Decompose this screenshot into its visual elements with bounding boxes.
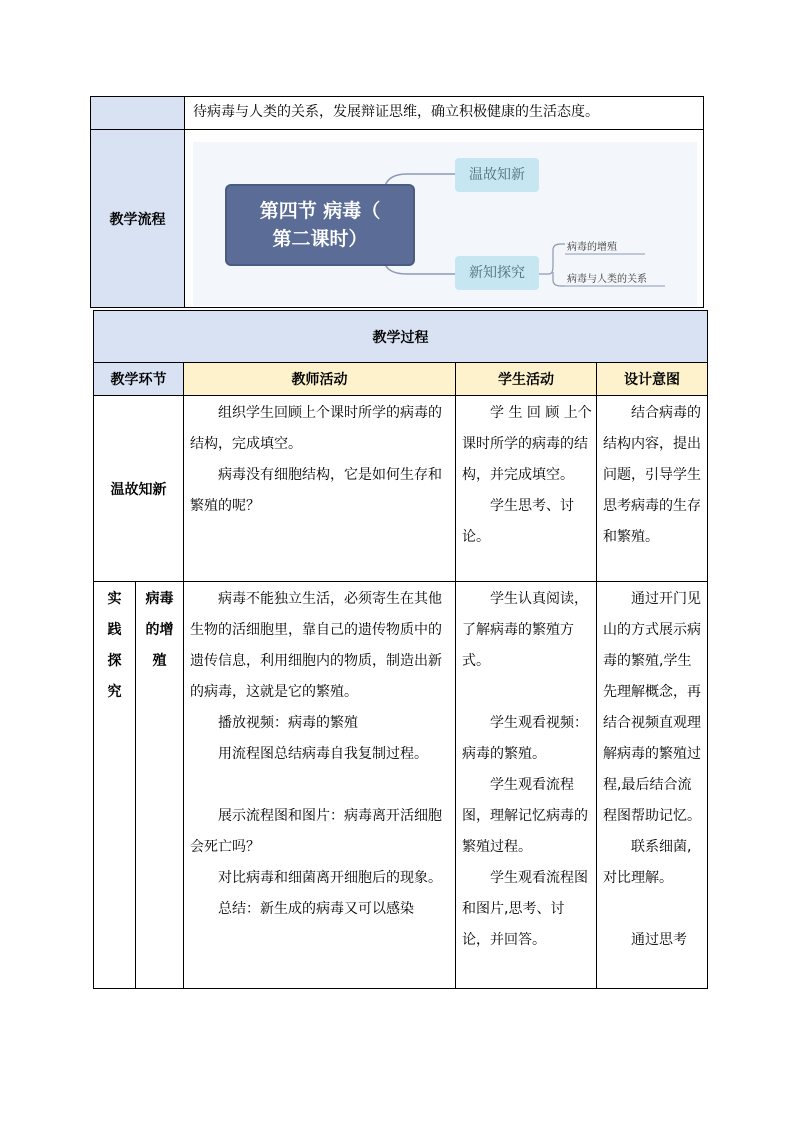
design-text: 通过思考 (631, 932, 687, 948)
student-activity-review (456, 396, 597, 582)
student-text: 学 生 回 顾 上个课时所学的病毒的结构，并完成填空。 (462, 405, 592, 483)
central-topic-line2: 第二课时） (272, 228, 368, 250)
blank-label-cell (91, 97, 185, 130)
mindmap-branch-explore: 新知探究 (455, 256, 539, 290)
stage-char: 实 (107, 591, 122, 607)
header-teacher: 教师活动 (184, 363, 456, 396)
mindmap-leaf-reproduction: 病毒的增殖 (567, 242, 617, 253)
student-text: 学生思考、讨论。 (462, 498, 574, 545)
stage-char: 究 (107, 684, 122, 700)
design-text: 联系细菌,对比理解。 (603, 839, 692, 886)
student-text: 学生观看流程图和图片,思考、讨论，并回答。 (462, 870, 588, 948)
substage-char: 的增 (145, 622, 174, 638)
mindmap-branch-review: 温故知新 (455, 158, 539, 192)
teacher-text: 用流程图总结病毒自我复制过程。 (218, 746, 428, 762)
student-text: 学生观看流程图，理解记忆病毒的繁殖过程。 (462, 777, 588, 855)
teacher-text: 组织学生回顾上个课时所学的病毒的结构，完成填空。 (190, 405, 442, 452)
student-activity-reproduction (456, 582, 597, 989)
teacher-text: 播放视频：病毒的繁殖 (218, 715, 358, 731)
teacher-text: 总结：新生成的病毒又可以感染 (218, 901, 414, 917)
teaching-flow-label: 教学流程 (91, 130, 185, 308)
substage-char: 病毒 (145, 591, 174, 607)
teacher-activity-review (184, 396, 456, 582)
teacher-text: 对比病毒和细菌离开细胞后的现象。 (218, 870, 442, 886)
table-row (94, 396, 708, 582)
stage-review: 温故知新 (94, 396, 184, 582)
design-intent-review (597, 396, 708, 582)
table-title: 教学过程 (94, 311, 708, 363)
teacher-text: 展示流程图和图片：病毒离开活细胞会死亡吗？ (190, 808, 442, 855)
stage-char: 探 (107, 653, 122, 669)
header-stage: 教学环节 (94, 363, 184, 396)
mindmap-leaf-relation: 病毒与人类的关系 (567, 274, 647, 285)
teaching-process-table (93, 310, 708, 989)
mindmap-central-topic (225, 184, 415, 266)
mindmap (193, 142, 697, 306)
student-text: 学生认真阅读，了解病毒的繁殖方式。 (462, 591, 588, 669)
stage-practice-explore (94, 582, 136, 989)
teacher-text: 病毒没有细胞结构，它是如何生存和繁殖的呢？ (190, 467, 442, 514)
goal-text: 待病毒与人类的关系，发展辩证思维，确立积极健康的生活态度。 (185, 97, 704, 130)
stage-char: 践 (107, 622, 122, 638)
header-student: 学生活动 (456, 363, 597, 396)
student-text: 学生观看视频：病毒的繁殖。 (462, 715, 588, 762)
substage-virus-reproduction (136, 582, 184, 989)
mindmap-cell (185, 130, 704, 308)
objectives-table (90, 96, 704, 308)
teacher-activity-reproduction (184, 582, 456, 989)
table-row (94, 582, 708, 989)
design-intent-reproduction (597, 582, 708, 989)
header-design: 设计意图 (597, 363, 708, 396)
teacher-text: 病毒不能独立生活，必须寄生在其他生物的活细胞里，靠自己的遗传物质中的遗传信息，利用细胞内的物质，制造出新的病毒，这就是它的繁殖。 (190, 591, 442, 700)
central-topic-line1: 第四节 病毒（ (259, 200, 381, 222)
design-text: 结合病毒的结构内容，提出问题，引导学生思考病毒的生存和繁殖。 (603, 405, 701, 545)
design-text: 通过开门见山的方式展示病毒的繁殖,学生先理解概念，再结合视频直观理解病毒的繁殖过程,最后结合流程图帮助记忆。 (603, 591, 701, 824)
substage-char: 殖 (152, 653, 167, 669)
